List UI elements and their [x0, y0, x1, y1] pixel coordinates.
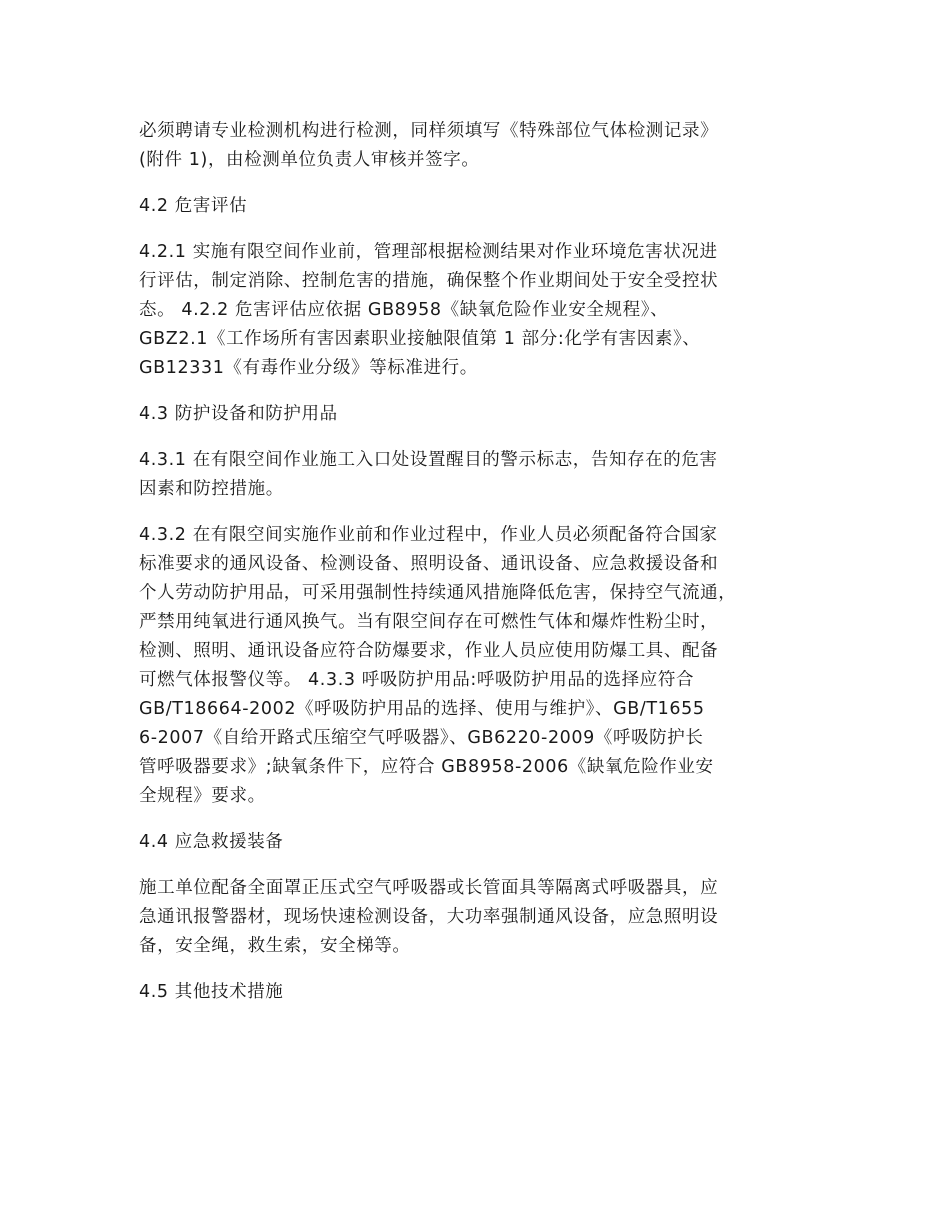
section-heading-4-3 [139, 400, 839, 429]
text-line: 态。 4.2.2 危害评估应依据 GB8958《缺氧危险作业安全规程》、 [139, 300, 669, 320]
heading-text: 4.4 应急救援装备 [139, 832, 284, 852]
text-line: 4.3.1 在有限空间作业施工入口处设置醒目的警示标志，告知存在的危害 [139, 450, 718, 470]
paragraph-gas-detection-record [139, 117, 839, 175]
section-heading-4-4 [139, 828, 839, 857]
paragraph-4-3-1 [139, 446, 839, 504]
text-line: 急通讯报警器材，现场快速检测设备，大功率强制通风设备，应急照明设 [139, 907, 719, 927]
text-line: (附件 1)，由检测单位负责人审核并签字。 [139, 150, 480, 170]
text-line: 标准要求的通风设备、检测设备、照明设备、通讯设备、应急救援设备和 [139, 554, 719, 574]
text-line: 行评估，制定消除、控制危害的措施，确保整个作业期间处于安全受控状 [139, 271, 719, 291]
text-line: 6-2007《自给开路式压缩空气呼吸器》、GB6220-2009《呼吸防护长 [139, 728, 704, 748]
text-line: 施工单位配备全面罩正压式空气呼吸器或长管面具等隔离式呼吸器具，应 [139, 878, 719, 898]
text-line: 全规程》要求。 [139, 786, 266, 806]
section-heading-4-5 [139, 978, 839, 1007]
heading-text: 4.2 危害评估 [139, 196, 248, 216]
heading-text: 4.3 防护设备和防护用品 [139, 404, 338, 424]
paragraph-4-3-2 [139, 521, 839, 811]
section-heading-4-2 [139, 192, 839, 221]
text-line: 因素和防控措施。 [139, 479, 284, 499]
paragraph-4-4 [139, 874, 839, 961]
text-line: GB12331《有毒作业分级》等标准进行。 [139, 358, 478, 378]
text-line: 4.2.1 实施有限空间作业前，管理部根据检测结果对作业环境危害状况进 [139, 242, 718, 262]
text-line: 个人劳动防护用品，可采用强制性持续通风措施降低危害，保持空气流通， [139, 583, 737, 603]
text-line: 检测、照明、通讯设备应符合防爆要求，作业人员应使用防爆工具、配备 [139, 641, 719, 661]
text-line: GBZ2.1《工作场所有害因素职业接触限值第 1 部分:化学有害因素》、 [139, 329, 701, 349]
text-line: 可燃气体报警仪等。 4.3.3 呼吸防护用品:呼吸防护用品的选择应符合 [139, 670, 695, 690]
text-line: 4.3.2 在有限空间实施作业前和作业过程中，作业人员必须配备符合国家 [139, 525, 718, 545]
text-line: 备，安全绳，救生索，安全梯等。 [139, 936, 411, 956]
paragraph-4-2-1 [139, 238, 839, 383]
text-line: 严禁用纯氧进行通风换气。当有限空间存在可燃性气体和爆炸性粉尘时， [139, 612, 719, 632]
text-line: GB/T18664-2002《呼吸防护用品的选择、使用与维护》、GB/T1655 [139, 699, 705, 719]
heading-text: 4.5 其他技术措施 [139, 982, 284, 1002]
text-line: 必须聘请专业检测机构进行检测，同样须填写《特殊部位气体检测记录》 [139, 121, 719, 141]
text-line: 管呼吸器要求》;缺氧条件下，应符合 GB8958-2006《缺氧危险作业安 [139, 757, 714, 777]
document-page [139, 117, 839, 1024]
